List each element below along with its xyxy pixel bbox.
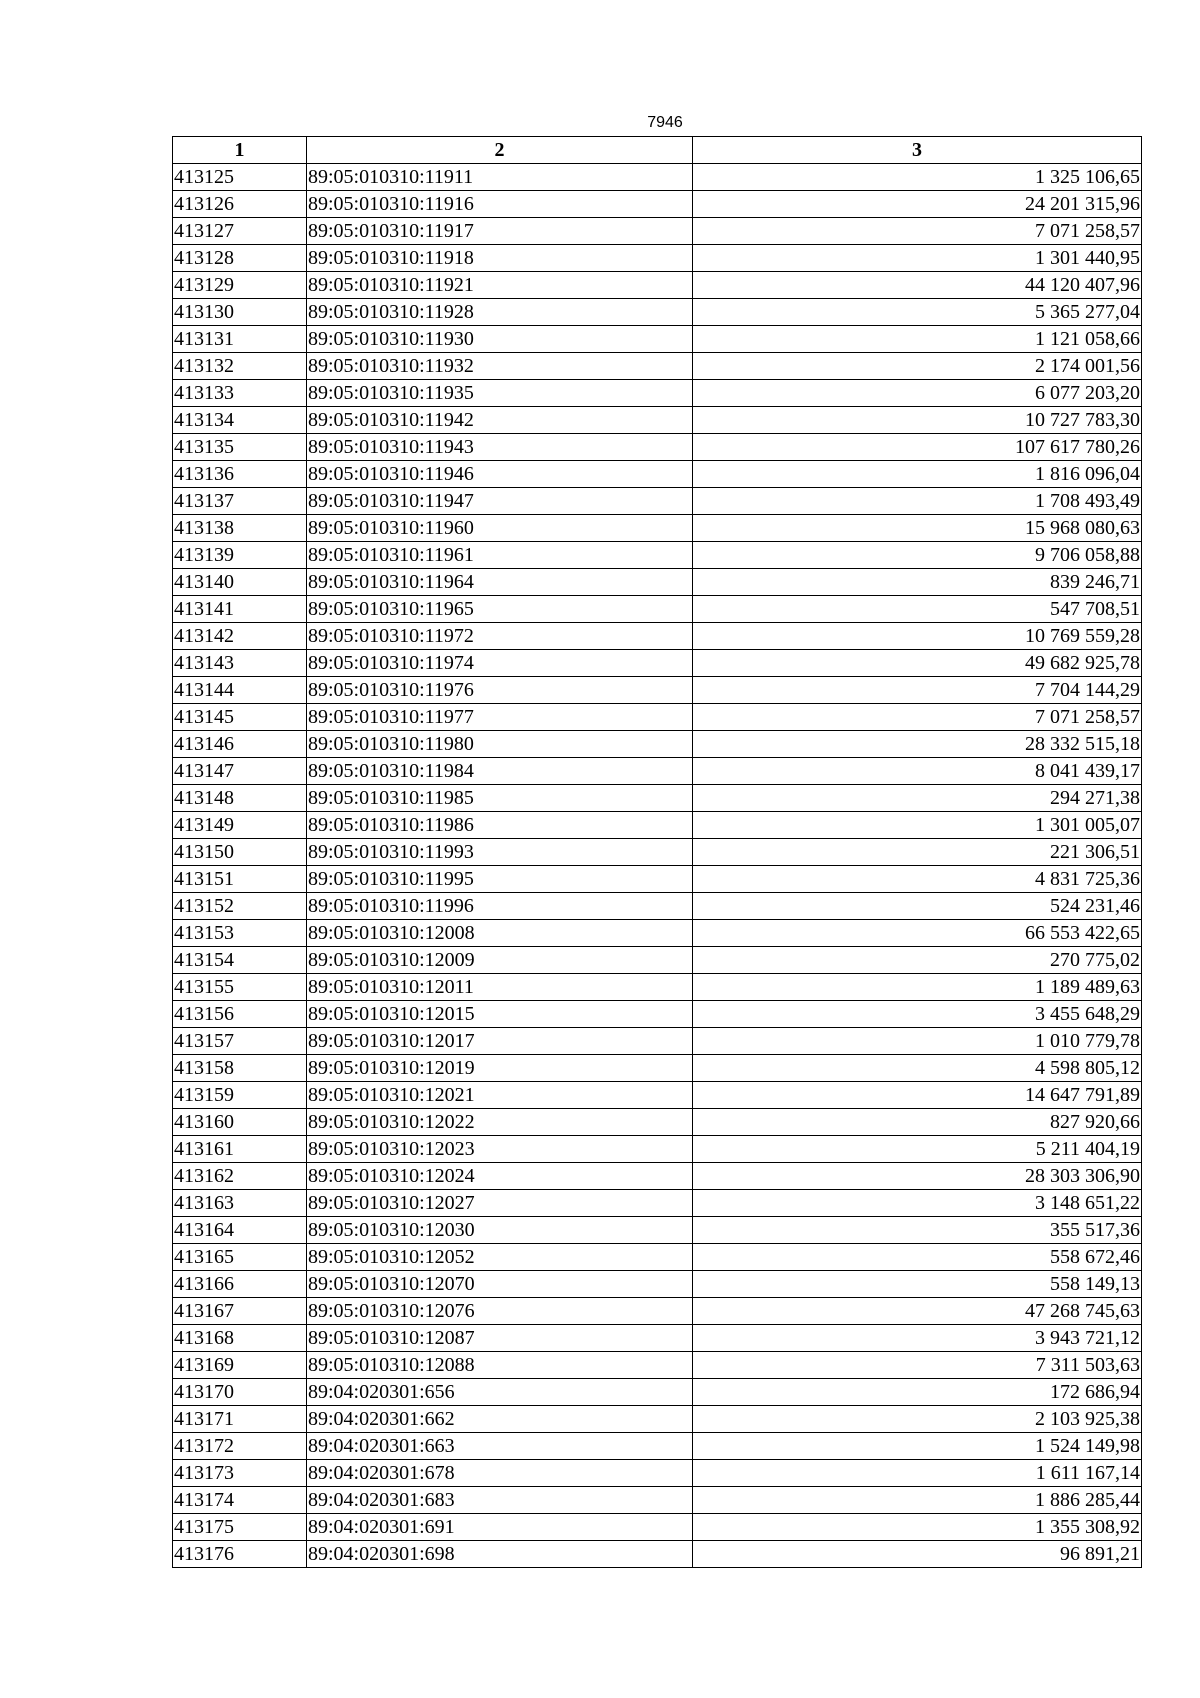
table-row: [173, 596, 1142, 623]
table-row: [173, 1406, 1142, 1433]
row-number-cell: 413129: [173, 272, 307, 299]
cadastral-number-cell: 89:05:010310:12052: [307, 1244, 693, 1271]
cadastral-number-cell: 89:05:010310:12087: [307, 1325, 693, 1352]
cadastral-number-cell: 89:04:020301:662: [307, 1406, 693, 1433]
row-number-cell: 413133: [173, 380, 307, 407]
cadastral-number-cell: 89:05:010310:12024: [307, 1163, 693, 1190]
cadastral-number-cell: 89:05:010310:12008: [307, 920, 693, 947]
value-cell: 1 611 167,14: [693, 1460, 1142, 1487]
row-number-cell: 413151: [173, 866, 307, 893]
value-cell: 4 831 725,36: [693, 866, 1142, 893]
table-row: [173, 191, 1142, 218]
table-row: [173, 515, 1142, 542]
cadastral-number-cell: 89:05:010310:12019: [307, 1055, 693, 1082]
row-number-cell: 413130: [173, 299, 307, 326]
row-number-cell: 413175: [173, 1514, 307, 1541]
cadastral-number-cell: 89:05:010310:11976: [307, 677, 693, 704]
value-cell: 558 149,13: [693, 1271, 1142, 1298]
row-number-cell: 413136: [173, 461, 307, 488]
row-number-cell: 413149: [173, 812, 307, 839]
table-row: [173, 1136, 1142, 1163]
value-cell: 3 148 651,22: [693, 1190, 1142, 1217]
cadastral-number-cell: 89:05:010310:11946: [307, 461, 693, 488]
value-cell: 1 301 005,07: [693, 812, 1142, 839]
row-number-cell: 413172: [173, 1433, 307, 1460]
value-cell: 1 524 149,98: [693, 1433, 1142, 1460]
table-row: [173, 1460, 1142, 1487]
cadastral-number-cell: 89:05:010310:11918: [307, 245, 693, 272]
table-row: [173, 461, 1142, 488]
table-row: [173, 1190, 1142, 1217]
value-cell: 1 301 440,95: [693, 245, 1142, 272]
row-number-cell: 413144: [173, 677, 307, 704]
cadastral-number-cell: 89:05:010310:11928: [307, 299, 693, 326]
value-cell: 28 332 515,18: [693, 731, 1142, 758]
value-cell: 9 706 058,88: [693, 542, 1142, 569]
row-number-cell: 413150: [173, 839, 307, 866]
table-row: [173, 839, 1142, 866]
row-number-cell: 413176: [173, 1541, 307, 1568]
row-number-cell: 413155: [173, 974, 307, 1001]
cadastral-number-cell: 89:05:010310:12076: [307, 1298, 693, 1325]
cadastral-number-cell: 89:05:010310:11986: [307, 812, 693, 839]
cadastral-number-cell: 89:05:010310:11974: [307, 650, 693, 677]
table-row: [173, 1028, 1142, 1055]
cadastral-number-cell: 89:05:010310:12027: [307, 1190, 693, 1217]
column-header-3: 3: [693, 137, 1142, 164]
table-row: [173, 731, 1142, 758]
row-number-cell: 413156: [173, 1001, 307, 1028]
row-number-cell: 413154: [173, 947, 307, 974]
row-number-cell: 413158: [173, 1055, 307, 1082]
row-number-cell: 413162: [173, 1163, 307, 1190]
value-cell: 3 455 648,29: [693, 1001, 1142, 1028]
table-row: [173, 164, 1142, 191]
cadastral-number-cell: 89:04:020301:678: [307, 1460, 693, 1487]
cadastral-number-cell: 89:05:010310:11964: [307, 569, 693, 596]
row-number-cell: 413132: [173, 353, 307, 380]
row-number-cell: 413126: [173, 191, 307, 218]
row-number-cell: 413153: [173, 920, 307, 947]
cadastral-number-cell: 89:05:010310:12009: [307, 947, 693, 974]
value-cell: 7 071 258,57: [693, 218, 1142, 245]
value-cell: 827 920,66: [693, 1109, 1142, 1136]
value-cell: 6 077 203,20: [693, 380, 1142, 407]
value-cell: 1 010 779,78: [693, 1028, 1142, 1055]
value-cell: 7 311 503,63: [693, 1352, 1142, 1379]
value-cell: 2 103 925,38: [693, 1406, 1142, 1433]
row-number-cell: 413131: [173, 326, 307, 353]
cadastral-number-cell: 89:05:010310:11921: [307, 272, 693, 299]
table-row: [173, 704, 1142, 731]
row-number-cell: 413161: [173, 1136, 307, 1163]
table-row: [173, 1001, 1142, 1028]
row-number-cell: 413169: [173, 1352, 307, 1379]
value-cell: 28 303 306,90: [693, 1163, 1142, 1190]
table-row: [173, 272, 1142, 299]
row-number-cell: 413167: [173, 1298, 307, 1325]
table-row: [173, 866, 1142, 893]
cadastral-number-cell: 89:05:010310:11911: [307, 164, 693, 191]
table-row: [173, 1352, 1142, 1379]
value-cell: 355 517,36: [693, 1217, 1142, 1244]
row-number-cell: 413164: [173, 1217, 307, 1244]
row-number-cell: 413159: [173, 1082, 307, 1109]
table-header-row: [173, 137, 1142, 164]
row-number-cell: 413147: [173, 758, 307, 785]
value-cell: 7 704 144,29: [693, 677, 1142, 704]
value-cell: 10 769 559,28: [693, 623, 1142, 650]
table-row: [173, 974, 1142, 1001]
table-row: [173, 1487, 1142, 1514]
column-header-1: 1: [173, 137, 307, 164]
table-row: [173, 1109, 1142, 1136]
value-cell: 107 617 780,26: [693, 434, 1142, 461]
value-cell: 1 886 285,44: [693, 1487, 1142, 1514]
row-number-cell: 413141: [173, 596, 307, 623]
value-cell: 5 211 404,19: [693, 1136, 1142, 1163]
row-number-cell: 413168: [173, 1325, 307, 1352]
value-cell: 547 708,51: [693, 596, 1142, 623]
table-body: [173, 164, 1142, 1568]
cadastral-number-cell: 89:05:010310:11984: [307, 758, 693, 785]
table-row: [173, 1217, 1142, 1244]
row-number-cell: 413135: [173, 434, 307, 461]
row-number-cell: 413127: [173, 218, 307, 245]
row-number-cell: 413146: [173, 731, 307, 758]
cadastral-number-cell: 89:05:010310:11977: [307, 704, 693, 731]
cadastral-number-cell: 89:05:010310:11961: [307, 542, 693, 569]
value-cell: 294 271,38: [693, 785, 1142, 812]
row-number-cell: 413138: [173, 515, 307, 542]
row-number-cell: 413166: [173, 1271, 307, 1298]
table-row: [173, 1541, 1142, 1568]
value-cell: 14 647 791,89: [693, 1082, 1142, 1109]
cadastral-number-cell: 89:05:010310:12070: [307, 1271, 693, 1298]
table-row: [173, 1055, 1142, 1082]
cadastral-number-cell: 89:05:010310:11947: [307, 488, 693, 515]
cadastral-number-cell: 89:05:010310:11965: [307, 596, 693, 623]
value-cell: 839 246,71: [693, 569, 1142, 596]
row-number-cell: 413174: [173, 1487, 307, 1514]
table-row: [173, 1514, 1142, 1541]
cadastral-number-cell: 89:05:010310:11995: [307, 866, 693, 893]
value-cell: 49 682 925,78: [693, 650, 1142, 677]
cadastral-number-cell: 89:05:010310:12011: [307, 974, 693, 1001]
value-cell: 1 355 308,92: [693, 1514, 1142, 1541]
table-row: [173, 920, 1142, 947]
value-cell: 1 816 096,04: [693, 461, 1142, 488]
cadastral-number-cell: 89:05:010310:11993: [307, 839, 693, 866]
table-row: [173, 812, 1142, 839]
value-cell: 3 943 721,12: [693, 1325, 1142, 1352]
table-row: [173, 1325, 1142, 1352]
table-row: [173, 947, 1142, 974]
table-row: [173, 893, 1142, 920]
table-row: [173, 488, 1142, 515]
row-number-cell: 413145: [173, 704, 307, 731]
table-row: [173, 218, 1142, 245]
cadastral-number-cell: 89:05:010310:11930: [307, 326, 693, 353]
table-row: [173, 1163, 1142, 1190]
value-cell: 96 891,21: [693, 1541, 1142, 1568]
row-number-cell: 413170: [173, 1379, 307, 1406]
cadastral-number-cell: 89:05:010310:11985: [307, 785, 693, 812]
row-number-cell: 413143: [173, 650, 307, 677]
value-cell: 270 775,02: [693, 947, 1142, 974]
cadastral-number-cell: 89:04:020301:656: [307, 1379, 693, 1406]
table-row: [173, 542, 1142, 569]
value-cell: 558 672,46: [693, 1244, 1142, 1271]
row-number-cell: 413173: [173, 1460, 307, 1487]
cadastral-number-cell: 89:05:010310:11996: [307, 893, 693, 920]
cadastral-number-cell: 89:04:020301:683: [307, 1487, 693, 1514]
value-cell: 4 598 805,12: [693, 1055, 1142, 1082]
table-row: [173, 245, 1142, 272]
table-row: [173, 1271, 1142, 1298]
value-cell: 8 041 439,17: [693, 758, 1142, 785]
value-cell: 24 201 315,96: [693, 191, 1142, 218]
column-header-2: 2: [307, 137, 693, 164]
table-row: [173, 758, 1142, 785]
row-number-cell: 413163: [173, 1190, 307, 1217]
row-number-cell: 413137: [173, 488, 307, 515]
table-row: [173, 650, 1142, 677]
cadastral-number-cell: 89:05:010310:12023: [307, 1136, 693, 1163]
value-cell: 47 268 745,63: [693, 1298, 1142, 1325]
value-cell: 15 968 080,63: [693, 515, 1142, 542]
value-cell: 1 708 493,49: [693, 488, 1142, 515]
value-cell: 221 306,51: [693, 839, 1142, 866]
page-number: 7946: [647, 114, 683, 131]
table-row: [173, 677, 1142, 704]
table-row: [173, 380, 1142, 407]
row-number-cell: 413148: [173, 785, 307, 812]
data-table: [172, 136, 1142, 1568]
cadastral-number-cell: 89:05:010310:11980: [307, 731, 693, 758]
row-number-cell: 413125: [173, 164, 307, 191]
value-cell: 44 120 407,96: [693, 272, 1142, 299]
table-row: [173, 569, 1142, 596]
cadastral-number-cell: 89:05:010310:11960: [307, 515, 693, 542]
table-row: [173, 1379, 1142, 1406]
table-row: [173, 1244, 1142, 1271]
table-row: [173, 434, 1142, 461]
cadastral-number-cell: 89:05:010310:11935: [307, 380, 693, 407]
table-row: [173, 1082, 1142, 1109]
table-row: [173, 1433, 1142, 1460]
cadastral-number-cell: 89:04:020301:691: [307, 1514, 693, 1541]
row-number-cell: 413157: [173, 1028, 307, 1055]
value-cell: 2 174 001,56: [693, 353, 1142, 380]
cadastral-number-cell: 89:05:010310:12015: [307, 1001, 693, 1028]
table-row: [173, 1298, 1142, 1325]
row-number-cell: 413165: [173, 1244, 307, 1271]
cadastral-number-cell: 89:05:010310:11917: [307, 218, 693, 245]
row-number-cell: 413134: [173, 407, 307, 434]
cadastral-number-cell: 89:05:010310:11972: [307, 623, 693, 650]
value-cell: 1 189 489,63: [693, 974, 1142, 1001]
row-number-cell: 413160: [173, 1109, 307, 1136]
cadastral-number-cell: 89:05:010310:11932: [307, 353, 693, 380]
value-cell: 172 686,94: [693, 1379, 1142, 1406]
row-number-cell: 413171: [173, 1406, 307, 1433]
value-cell: 1 121 058,66: [693, 326, 1142, 353]
table-row: [173, 407, 1142, 434]
row-number-cell: 413142: [173, 623, 307, 650]
row-number-cell: 413152: [173, 893, 307, 920]
cadastral-number-cell: 89:05:010310:11916: [307, 191, 693, 218]
table-row: [173, 623, 1142, 650]
cadastral-number-cell: 89:05:010310:12088: [307, 1352, 693, 1379]
table-row: [173, 326, 1142, 353]
table-row: [173, 299, 1142, 326]
cadastral-number-cell: 89:05:010310:12021: [307, 1082, 693, 1109]
value-cell: 66 553 422,65: [693, 920, 1142, 947]
cadastral-number-cell: 89:05:010310:11943: [307, 434, 693, 461]
value-cell: 524 231,46: [693, 893, 1142, 920]
cadastral-number-cell: 89:04:020301:698: [307, 1541, 693, 1568]
value-cell: 1 325 106,65: [693, 164, 1142, 191]
value-cell: 7 071 258,57: [693, 704, 1142, 731]
cadastral-number-cell: 89:05:010310:12030: [307, 1217, 693, 1244]
table-row: [173, 785, 1142, 812]
row-number-cell: 413140: [173, 569, 307, 596]
value-cell: 10 727 783,30: [693, 407, 1142, 434]
value-cell: 5 365 277,04: [693, 299, 1142, 326]
row-number-cell: 413128: [173, 245, 307, 272]
row-number-cell: 413139: [173, 542, 307, 569]
table-row: [173, 353, 1142, 380]
cadastral-number-cell: 89:04:020301:663: [307, 1433, 693, 1460]
cadastral-number-cell: 89:05:010310:11942: [307, 407, 693, 434]
cadastral-number-cell: 89:05:010310:12017: [307, 1028, 693, 1055]
cadastral-number-cell: 89:05:010310:12022: [307, 1109, 693, 1136]
